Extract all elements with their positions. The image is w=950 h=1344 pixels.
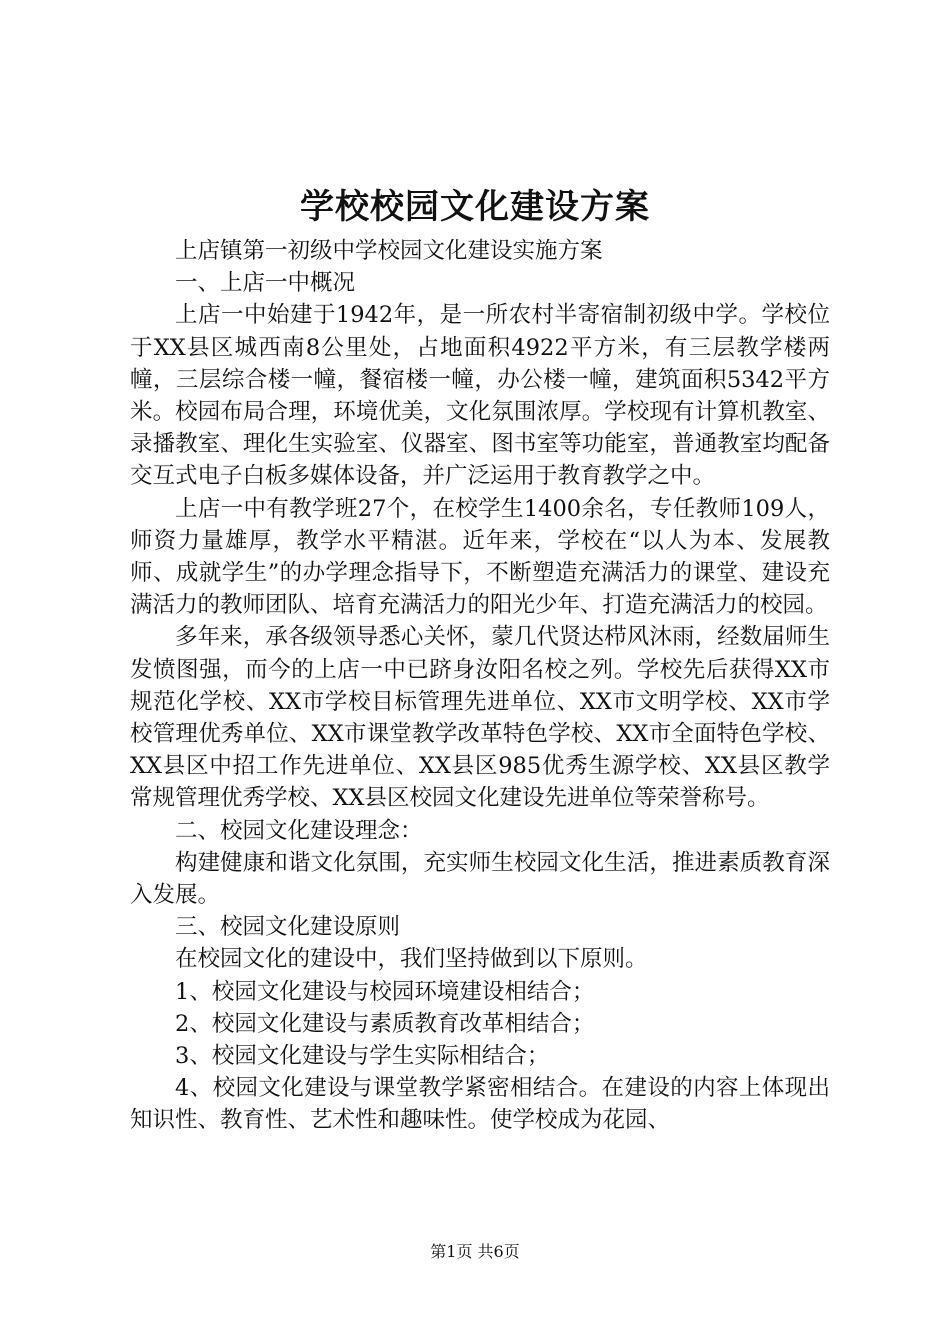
list-item: 4、校园文化建设与课堂教学紧密相结合。在建设的内容上体现出知识性、教育性、艺术性和趣味性。使学校成为花园、 (130, 1075, 830, 1134)
list-item: 2、校园文化建设与素质教育改革相结合； (175, 1010, 595, 1037)
section-heading-overview: 一、上店一中概况 (175, 270, 356, 297)
document-title: 学校校园文化建设方案 (300, 187, 650, 227)
page-footer: 第1页 共6页 (430, 1242, 520, 1261)
section-heading-principles: 三、校园文化建设原则 (175, 914, 401, 941)
paragraph: 多年来，承各级领导悉心关怀，蒙几代贤达栉风沐雨，经数届师生发愤图强，而今的上店一中已跻身汝阳名校之列。学校先后获得XX市规范化学校、XX市学校目标管理先进单位、XX市文明学校、XX市学校管理优秀单位、XX市课堂教学改革特色学校、XX市全面特色学校、XX县区中招工作先进单位、XX县区985优秀生源学校、XX县区教学常规管理优秀学校、XX县区校园文化建设先进单位等荣誉称号。 (130, 624, 830, 812)
paragraph-subtitle: 上店镇第一初级中学校园文化建设实施方案 (175, 238, 603, 264)
paragraph: 上店一中有教学班27个，在校学生1400余名，专任教师109人，师资力量雄厚，教学水平精湛。近年来，学校在“以人为本、发展教师、成就学生”的办学理念指导下，不断塑造充满活力的课堂、建设充满活力的教师团队、培育充满活力的阳光少年、打造充满活力的校园。 (130, 495, 830, 619)
paragraph: 在校园文化的建设中，我们坚持做到以下原则。 (175, 946, 648, 973)
list-item: 1、校园文化建设与校园环境建设相结合； (175, 978, 595, 1005)
paragraph: 上店一中始建于1942年，是一所农村半寄宿制初级中学。学校位于XX县区城西南8公里处，占地面积4922平方米，有三层教学楼两幢，三层综合楼一幢，餐宿楼一幢，办公楼一幢，建筑面积5342平方米。校园布局合理，环境优美，文化氛围浓厚。学校现有计算机教室、录播教室、理化生实验室、仪器室、图书室等功能室，普通教室均配备交互式电子白板多媒体设备，并广泛运用于教育教学之中。 (130, 302, 830, 490)
paragraph: 构建健康和谐文化氛围，充实师生校园文化生活，推进素质教育深入发展。 (130, 849, 830, 909)
list-item: 3、校园文化建设与学生实际相结合； (175, 1043, 550, 1070)
section-heading-philosophy: 二、校园文化建设理念： (175, 817, 423, 844)
document-body (130, 235, 830, 1137)
